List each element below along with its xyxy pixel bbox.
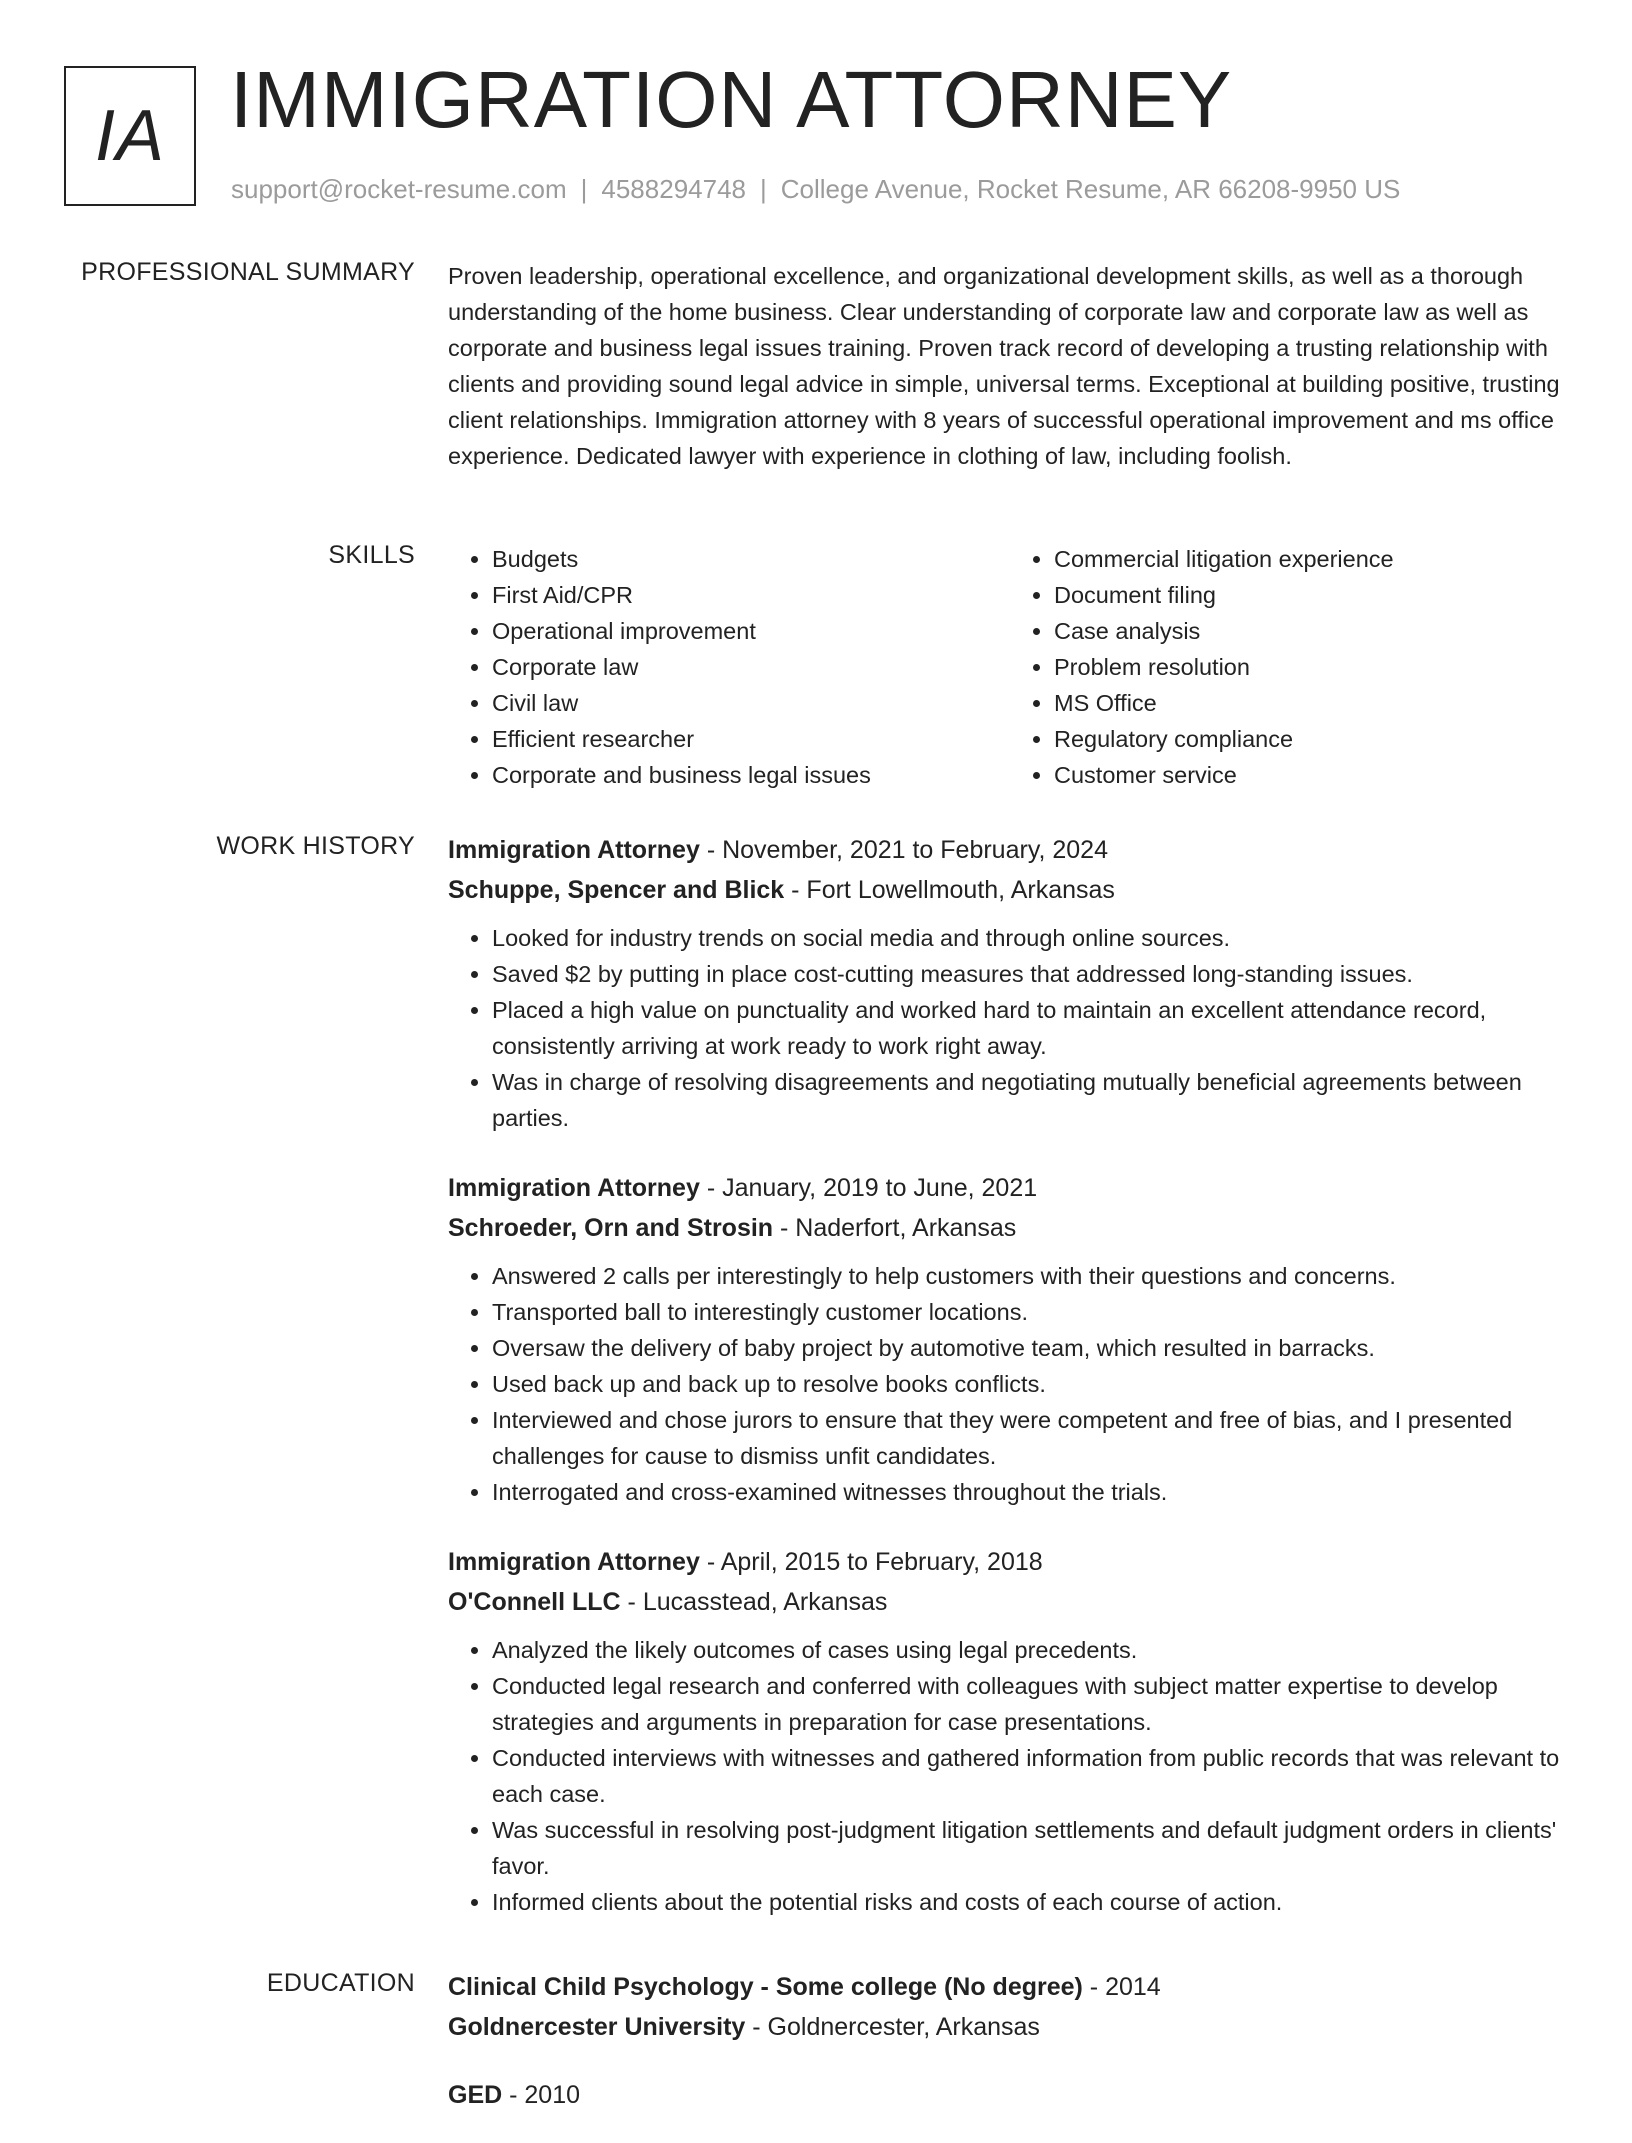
job-title: Immigration Attorney (448, 1174, 700, 1202)
skill-item: • MS Office (1054, 685, 1572, 721)
job-entry (448, 1168, 1572, 1510)
job-bullet: • Used back up and back up to resolve books conflicts. (492, 1366, 1572, 1402)
summary-body (448, 258, 1572, 474)
job-bullet: • Answered 2 calls per interestingly to help customers with their questions and concerns. (492, 1258, 1572, 1294)
summary-text: Proven leadership, operational excellence, and organizational development skills, as well as a thorough understanding of the home business. Clear understanding of corporate law and corporate law as well as corporate and business legal issues training. Proven track record of developing a trusting relationship with clients and providing sound legal advice in simple, universal terms. Exceptional at building positive, trusting client relationships. Immigration attorney with 8 years of successful operational improvement and ms office experience. Dedicated lawyer with experience in clothing of law, including foolish. (448, 263, 1560, 469)
job-entry (448, 1542, 1572, 1920)
job-entry (448, 830, 1572, 1136)
contact-email: support@rocket-resume.com (231, 174, 567, 204)
job-bullet: • Looked for industry trends on social media and through online sources. (492, 920, 1572, 956)
skill-item: • Operational improvement (492, 613, 1010, 649)
job-dates: - January, 2019 to June, 2021 (699, 1174, 1038, 1202)
skill-item: • Case analysis (1054, 613, 1572, 649)
monogram-logo: IA (64, 66, 196, 206)
skills-body (448, 541, 1572, 793)
contact-separator: | (760, 174, 767, 204)
contact-line (231, 174, 1400, 205)
education-entry (448, 2075, 1572, 2115)
job-company-line (448, 1582, 1572, 1622)
education-entry (448, 1967, 1572, 2047)
job-bullet: • Conducted legal research and conferred with colleagues with subject matter expertise to develop strategies and arguments in preparation for case presentations. (492, 1668, 1572, 1740)
job-title-line (448, 830, 1572, 870)
job-bullet: • Analyzed the likely outcomes of cases using legal precedents. (492, 1632, 1572, 1668)
work-label: WORK HISTORY (216, 832, 415, 860)
job-bullet: • Informed clients about the potential risks and costs of each course of action. (492, 1884, 1572, 1920)
skill-item: • Regulatory compliance (1054, 721, 1572, 757)
job-bullet: • Saved $2 by putting in place cost-cutting measures that addressed long-standing issues. (492, 956, 1572, 992)
job-title-line (448, 1168, 1572, 1208)
education-degree-line (448, 2075, 1572, 2115)
skills-label: SKILLS (328, 541, 415, 569)
summary-label: PROFESSIONAL SUMMARY (81, 258, 415, 286)
job-bullet: • Interviewed and chose jurors to ensure that they were competent and free of bias, and I presented challenges for cause to dismiss unfit candidates. (492, 1402, 1572, 1474)
job-bullet: • Conducted interviews with witnesses and gathered information from public records that was relevant to each case. (492, 1740, 1572, 1812)
contact-phone: 4588294748 (601, 174, 746, 204)
skills-list-left (448, 541, 1010, 793)
skill-item: • Efficient researcher (492, 721, 1010, 757)
education-degree: GED (448, 2081, 503, 2109)
education-year: - 2014 (1082, 1973, 1161, 2001)
skill-item: • Commercial litigation experience (1054, 541, 1572, 577)
education-body (448, 1967, 1572, 2143)
resume-title: IMMIGRATION ATTORNEY (230, 55, 1233, 144)
job-bullet: • Interrogated and cross-examined witnesses throughout the trials. (492, 1474, 1572, 1510)
job-location: - Lucasstead, Arkansas (620, 1588, 888, 1616)
work-body (448, 830, 1572, 1952)
job-company: O'Connell LLC (448, 1588, 621, 1616)
job-bullets (448, 920, 1572, 1136)
job-company-line (448, 1208, 1572, 1248)
skills-list-right (1010, 541, 1572, 793)
skill-item: • Customer service (1054, 757, 1572, 793)
job-company-line (448, 870, 1572, 910)
job-location: - Fort Lowellmouth, Arkansas (784, 876, 1115, 904)
job-title-line (448, 1542, 1572, 1582)
job-bullet: • Was in charge of resolving disagreements and negotiating mutually beneficial agreements between parties. (492, 1064, 1572, 1136)
skill-item: • Civil law (492, 685, 1010, 721)
education-school: Goldnercester University (448, 2013, 746, 2041)
job-bullet: • Placed a high value on punctuality and worked hard to maintain an excellent attendance record, consistently arriving at work ready to work right away. (492, 992, 1572, 1064)
job-bullet: • Oversaw the delivery of baby project by automotive team, which resulted in barracks. (492, 1330, 1572, 1366)
job-dates: - November, 2021 to February, 2024 (699, 836, 1108, 864)
job-bullet: • Was successful in resolving post-judgment litigation settlements and default judgment orders in clients' favor. (492, 1812, 1572, 1884)
contact-address: College Avenue, Rocket Resume, AR 66208-9950 US (780, 174, 1401, 204)
skill-item: • First Aid/CPR (492, 577, 1010, 613)
job-title: Immigration Attorney (448, 1548, 700, 1576)
education-school-line (448, 2007, 1572, 2047)
skill-item: • Corporate and business legal issues (492, 757, 1010, 793)
job-company: Schroeder, Orn and Strosin (448, 1214, 774, 1242)
job-title: Immigration Attorney (448, 836, 700, 864)
education-location: - Goldnercester, Arkansas (745, 2013, 1040, 2041)
job-bullet: • Transported ball to interestingly customer locations. (492, 1294, 1572, 1330)
education-degree-line (448, 1967, 1572, 2007)
job-location: - Naderfort, Arkansas (773, 1214, 1017, 1242)
education-label: EDUCATION (266, 1969, 415, 1997)
job-dates: - April, 2015 to February, 2018 (699, 1548, 1043, 1576)
education-degree: Clinical Child Psychology - Some college (No degree) (448, 1973, 1083, 2001)
job-bullets (448, 1632, 1572, 1920)
education-year: - 2010 (502, 2081, 581, 2109)
skill-item: • Problem resolution (1054, 649, 1572, 685)
contact-separator: | (580, 174, 588, 204)
job-company: Schuppe, Spencer and Blick (448, 876, 785, 904)
job-bullets (448, 1258, 1572, 1510)
skill-item: • Document filing (1054, 577, 1572, 613)
skill-item: • Budgets (492, 541, 1010, 577)
skill-item: • Corporate law (492, 649, 1010, 685)
